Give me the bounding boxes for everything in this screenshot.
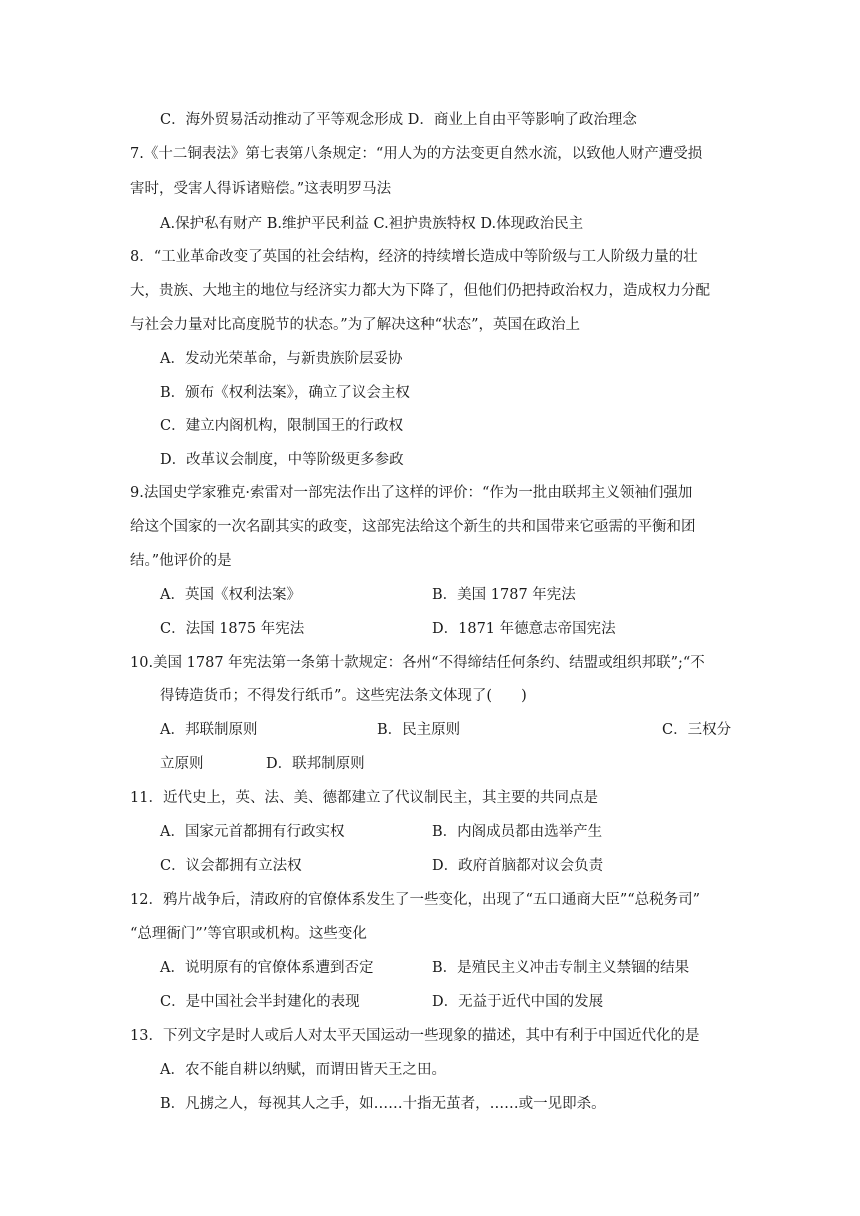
q12-stem-line-1: 12．鸦片战争后，清政府的官僚体系发生了一些变化，出现了“五口通商大臣”“总税务司” (130, 892, 701, 908)
q11-option-d: D．政府首脑都对议会负责 (432, 858, 604, 874)
q11-option-b: B．内阁成员都由选举产生 (432, 824, 603, 840)
q7-stem-line-2: 害时，受害人得诉诸赔偿。”这表明罗马法 (130, 181, 392, 197)
q13-option-a: A．农不能自耕以纳赋，而谓田皆天王之田。 (160, 1062, 446, 1078)
q7-stem-line-1: 7.《十二铜表法》第七表第八条规定：“用人为的方法变更自然水流，以致他人财产遭受损 (130, 146, 703, 162)
q9-stem-line-2: 给这个国家的一次名副其实的政变，这部宪法给这个新生的共和国带来它亟需的平衡和团 (130, 519, 696, 535)
q13-stem-line-1: 13．下列文字是时人或后人对太平天国运动一些现象的描述，其中有利于中国近代化的是 (130, 1028, 700, 1044)
q10-option-c-part-1: C．三权分 (662, 722, 732, 738)
q8-option-c: C．建立内阁机构，限制国王的行政权 (160, 418, 404, 434)
q7-options: A.保护私有财产 B.维护平民利益 C.袒护贵族特权 D.体现政治民主 (160, 216, 584, 232)
q11-option-c: C．议会都拥有立法权 (160, 858, 302, 874)
q10-stem-line-2: 得铸造货币；不得发行纸币”。这些宪法条文体现了( ) (160, 688, 527, 704)
q8-option-a: A．发动光荣革命，与新贵族阶层妥协 (160, 351, 403, 367)
q8-option-d: D．改革议会制度，中等阶级更多参政 (160, 452, 404, 468)
q9-option-c: C．法国 1875 年宪法 (160, 621, 305, 637)
q9-stem-line-3: 结。”他评价的是 (130, 553, 232, 569)
q10-option-a: A．邦联制原则 (160, 722, 258, 738)
q10-option-d: D．联邦制原则 (266, 756, 365, 772)
q12-option-d: D．无益于近代中国的发展 (432, 994, 604, 1010)
q10-option-c-part-2: 立原则 (160, 756, 204, 772)
q12-option-a: A．说明原有的官僚体系遭到否定 (160, 960, 374, 976)
q6-option-cd: C．海外贸易活动推动了平等观念形成 D．商业上自由平等影响了政治理念 (160, 112, 637, 128)
q13-option-b: B．凡掳之人，每视其人之手，如……十指无茧者，……或一见即杀。 (160, 1096, 606, 1112)
q12-stem-line-2: “总理衙门”’等官职或机构。这些变化 (130, 926, 367, 942)
q8-stem-line-2: 大，贵族、大地主的地位与经济实力都大为下降了，但他们仍把持政治权力，造成权力分配 (130, 283, 710, 299)
q8-stem-line-3: 与社会力量对比高度脱节的状态。”为了解决这种“状态”，英国在政治上 (130, 317, 580, 333)
q8-stem-line-1: 8．“工业革命改变了英国的社会结构，经济的持续增长造成中等阶级与工人阶级力量的壮 (130, 249, 698, 265)
q12-option-b: B．是殖民主义冲击专制主义禁锢的结果 (432, 960, 690, 976)
q9-option-a: A．英国《权利法案》 (160, 587, 301, 603)
q10-stem-line-1: 10.美国 1787 年宪法第一条第十款规定：各州“不得缔结任何条约、结盟或组织邦联”;“不 (130, 655, 705, 671)
q10-option-b: B．民主原则 (377, 722, 461, 738)
q9-stem-line-1: 9.法国史学家雅克·索雷对一部宪法作出了这样的评价：“作为一批由联邦主义领袖们强加 (130, 485, 693, 501)
q9-option-d: D．1871 年德意志帝国宪法 (432, 621, 616, 637)
q12-option-c: C．是中国社会半封建化的表现 (160, 994, 360, 1010)
q11-stem-line-1: 11．近代史上，英、法、美、德都建立了代议制民主，其主要的共同点是 (130, 790, 598, 806)
q8-option-b: B．颁布《权利法案》，确立了议会主权 (160, 385, 410, 401)
q11-option-a: A．国家元首都拥有行政实权 (160, 824, 345, 840)
q9-option-b: B．美国 1787 年宪法 (432, 587, 576, 603)
